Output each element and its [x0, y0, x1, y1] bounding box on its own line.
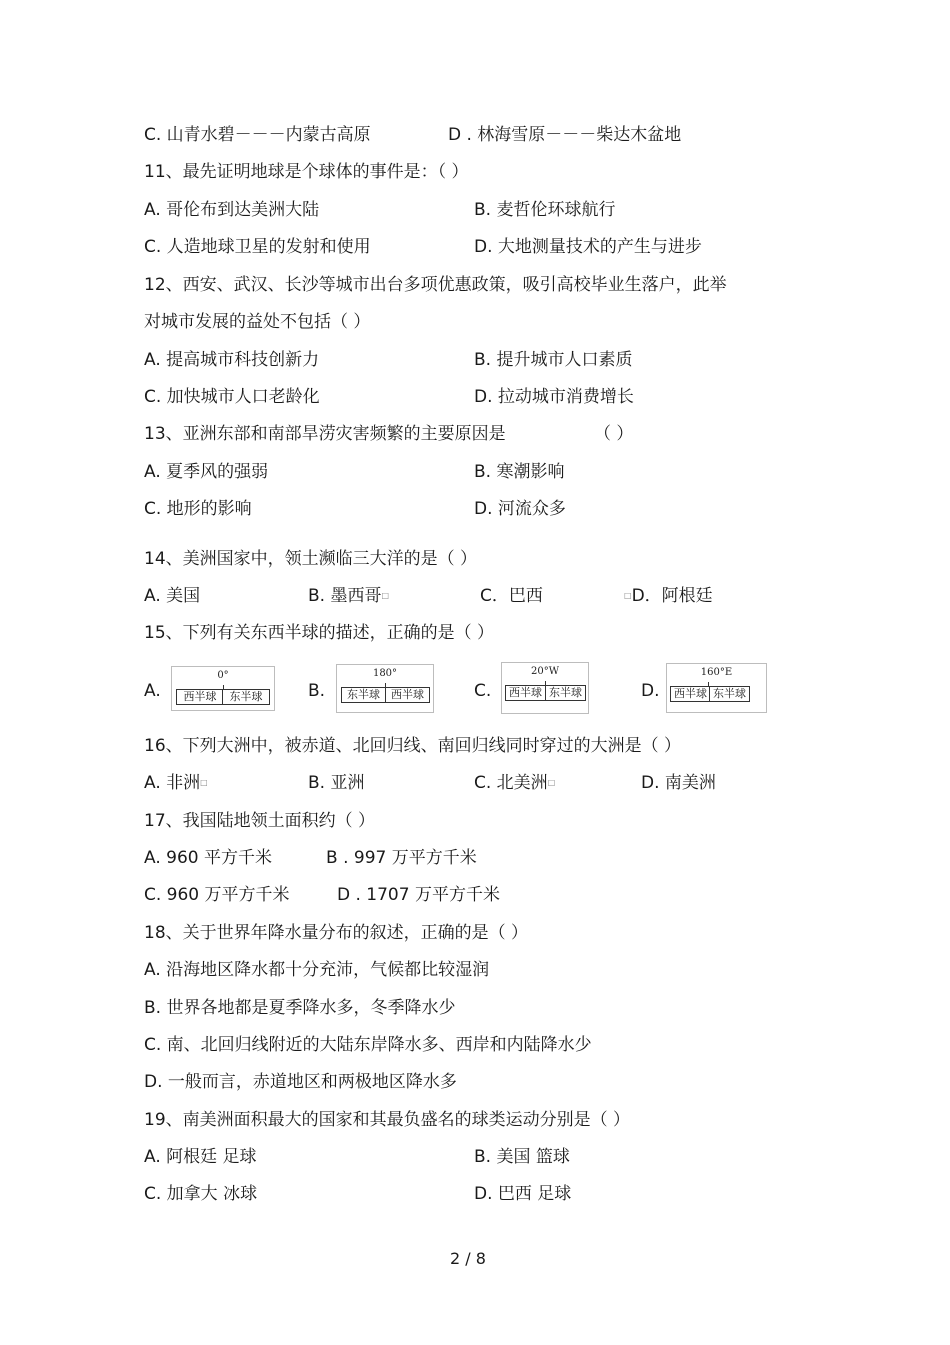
q14-option-b: B. 墨西哥□: [308, 586, 390, 606]
q14-option-d: □D．阿根廷: [624, 586, 713, 606]
q15-diagram-d: [666, 663, 767, 713]
q17-option-b: B . 997 万平方千米: [326, 848, 477, 868]
q19-option-a: A. 阿根廷 足球: [144, 1147, 257, 1167]
q13-answer-paren: （ ）: [594, 424, 634, 444]
hemisphere-left: 西半球: [670, 686, 711, 702]
q14-mark: □: [381, 591, 390, 600]
meridian-label: 0°: [217, 670, 229, 681]
q11-option-b: B. 麦哲伦环球航行: [474, 200, 616, 220]
q15-stem: 15、下列有关东西半球的描述，正确的是（ ）: [144, 623, 495, 643]
q15-label-c: C.: [474, 681, 492, 701]
hemisphere-left: 西半球: [176, 689, 224, 705]
q17-stem: 17、我国陆地领土面积约（ ）: [144, 811, 376, 831]
q13-option-d: D. 河流众多: [474, 499, 566, 519]
q16-option-a: A. 非洲□: [144, 773, 208, 793]
q13-stem: 13、亚洲东部和南部旱涝灾害频繁的主要原因是: [144, 424, 506, 444]
q15-diagram-b: [336, 664, 434, 713]
q13-option-c: C. 地形的影响: [144, 499, 252, 519]
hemisphere-right: 西半球: [385, 687, 430, 703]
q13-option-b: B. 寒潮影响: [474, 462, 565, 482]
q11-option-a: A. 哥伦布到达美洲大陆: [144, 200, 320, 220]
q12-option-d: D. 拉动城市消费增长: [474, 387, 634, 407]
q16-mark-c: □: [547, 778, 556, 787]
q18-option-d: D. 一般而言，赤道地区和两极地区降水多: [144, 1072, 457, 1092]
q17-option-c: C. 960 万平方千米: [144, 885, 290, 905]
q17-option-a: A. 960 平方千米: [144, 848, 272, 868]
hemisphere-left: 西半球: [505, 685, 546, 701]
q15-label-d: D.: [641, 681, 660, 701]
hemisphere-right: 东半球: [545, 685, 586, 701]
page-number: 2 / 8: [450, 1249, 486, 1268]
q16-mark-a: □: [200, 778, 208, 787]
q10-option-c: C. 山青水碧－－－内蒙古高原: [144, 125, 371, 145]
hemisphere-right: 东半球: [709, 686, 750, 702]
hemisphere-left: 东半球: [341, 687, 386, 703]
q15-label-b: B.: [308, 681, 326, 701]
q15-diagram-a: [171, 666, 275, 711]
q10-option-d: D . 林海雪原－－－柴达木盆地: [448, 125, 682, 145]
q12-option-a: A. 提高城市科技创新力: [144, 350, 320, 370]
q15-diagram-c: [501, 662, 589, 714]
meridian-label: 160°E: [700, 667, 733, 678]
q13-option-a: A. 夏季风的强弱: [144, 462, 269, 482]
q17-option-d: D . 1707 万平方千米: [337, 885, 500, 905]
q11-option-c: C. 人造地球卫星的发射和使用: [144, 237, 371, 257]
q12-stem-line1: 12、西安、武汉、长沙等城市出台多项优惠政策，吸引高校毕业生落户，此举: [144, 275, 727, 295]
q14-option-a: A. 美国: [144, 586, 201, 606]
q14-mark-2: □: [624, 591, 632, 600]
q18-stem: 18、关于世界年降水量分布的叙述，正确的是（ ）: [144, 923, 529, 943]
q16-option-b: B. 亚洲: [308, 773, 365, 793]
q16-stem: 16、下列大洲中，被赤道、北回归线、南回归线同时穿过的大洲是（ ）: [144, 736, 682, 756]
q18-option-a: A. 沿海地区降水都十分充沛，气候都比较湿润: [144, 960, 490, 980]
q11-stem: 11、最先证明地球是个球体的事件是：（ ）: [144, 162, 469, 182]
q15-label-a: A.: [144, 681, 161, 701]
q16-option-c: C. 北美洲□: [474, 773, 556, 793]
q14-stem: 14、美洲国家中，领土濒临三大洋的是（ ）: [144, 549, 478, 569]
q19-option-c: C. 加拿大 冰球: [144, 1184, 258, 1204]
q11-option-d: D. 大地测量技术的产生与进步: [474, 237, 702, 257]
q19-stem: 19、南美洲面积最大的国家和其最负盛名的球类运动分别是（ ）: [144, 1110, 631, 1130]
hemisphere-right: 东半球: [222, 689, 270, 705]
q12-option-b: B. 提升城市人口素质: [474, 350, 633, 370]
q19-option-b: B. 美国 篮球: [474, 1147, 570, 1167]
q19-option-d: D. 巴西 足球: [474, 1184, 572, 1204]
q14-option-c: C．巴西: [480, 586, 543, 606]
meridian-label: 20°W: [530, 666, 559, 677]
q12-stem-line2: 对城市发展的益处不包括（ ）: [144, 312, 371, 332]
q16-option-d: D. 南美洲: [641, 773, 716, 793]
q12-option-c: C. 加快城市人口老龄化: [144, 387, 320, 407]
q18-option-c: C. 南、北回归线附近的大陆东岸降水多、西岸和内陆降水少: [144, 1035, 592, 1055]
meridian-label: 180°: [372, 668, 398, 679]
q18-option-b: B. 世界各地都是夏季降水多，冬季降水少: [144, 998, 456, 1018]
